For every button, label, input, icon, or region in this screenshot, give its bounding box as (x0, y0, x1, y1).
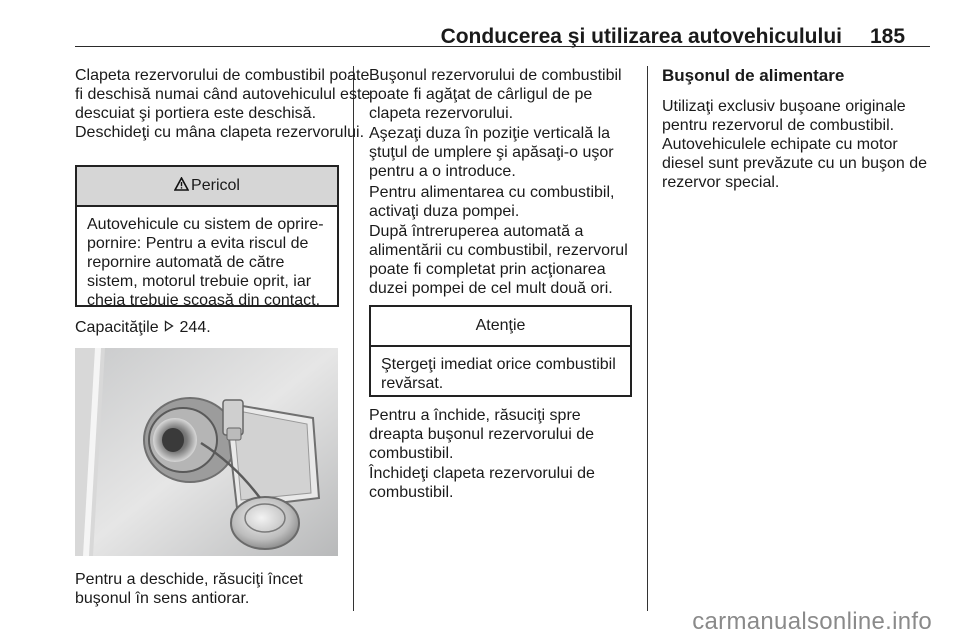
attention-box-header: Atenţie (371, 307, 630, 347)
capacities-page: 244. (179, 319, 211, 336)
nozzle-paragraph: Aşezaţi duza în poziţie verticală la ştuţul de umplere şi apăsaţi-o uşor pentru a o introduce. (369, 125, 614, 180)
auto-cutoff-paragraph: După întreruperea automată a alimentării cu combustibil, rezervorul poate fi completat prin acţionarea duzei pompei de cel mult două ori. (369, 223, 628, 297)
danger-box-title: Pericol (191, 177, 240, 194)
photo-caption: Pentru a deschide, răsuciţi încet buşonul în sens antiorar. (75, 571, 303, 607)
danger-box (75, 165, 339, 307)
page-number: 185 (870, 25, 906, 48)
watermark: carmanualsonline.info (692, 608, 932, 635)
activate-nozzle-paragraph: Pentru alimentarea cu combustibil, activaţi duza pompei. (369, 184, 615, 220)
danger-box-header (77, 167, 337, 207)
column-divider-2 (647, 66, 648, 611)
capacities-label: Capacităţile (75, 319, 159, 336)
close-cap-paragraph: Pentru a închide, răsuciţi spre dreapta buşonul rezervorului de combustibil. (369, 407, 595, 462)
attention-box (369, 305, 632, 397)
fuel-cap-heading: Buşonul de alimentare (662, 66, 845, 85)
page-reference-arrow-icon (164, 318, 174, 337)
column-divider-1 (353, 66, 354, 611)
warning-triangle-icon (174, 177, 189, 196)
close-flap-paragraph: Închideţi clapeta rezervorului de combustibil. (369, 465, 595, 501)
fuel-cap-text: Utilizaţi exclusiv buşoane originale pentru rezervorul de combustibil. Autovehiculele echipate cu motor diesel sunt prevăzute cu un buşon de rezervor special. (662, 98, 928, 191)
fuel-cap-photo (75, 348, 338, 556)
header-rule (75, 46, 930, 47)
capacities-reference (75, 318, 339, 337)
page-header-title: Conducerea şi utilizarea autovehiculului (440, 25, 842, 48)
cap-hook-paragraph: Buşonul rezervorului de combustibil poate fi agăţat de cârligul de pe clapeta rezervorului. (369, 67, 622, 122)
fuel-flap-intro: Clapeta rezervorului de combustibil poate fi deschisă numai când autovehiculul este descuiat şi portiera este deschisă. Deschideţi cu mâna clapeta rezervorului. (75, 67, 371, 141)
danger-box-text: Autovehicule cu sistem de oprire-pornire: Pentru a evita riscul de repornire automată de către sistem, motorul trebuie oprit, iar cheia trebuie scoasă din contact. (87, 216, 324, 309)
attention-box-text: Ştergeţi imediat orice combustibil revărsat. (381, 356, 616, 392)
